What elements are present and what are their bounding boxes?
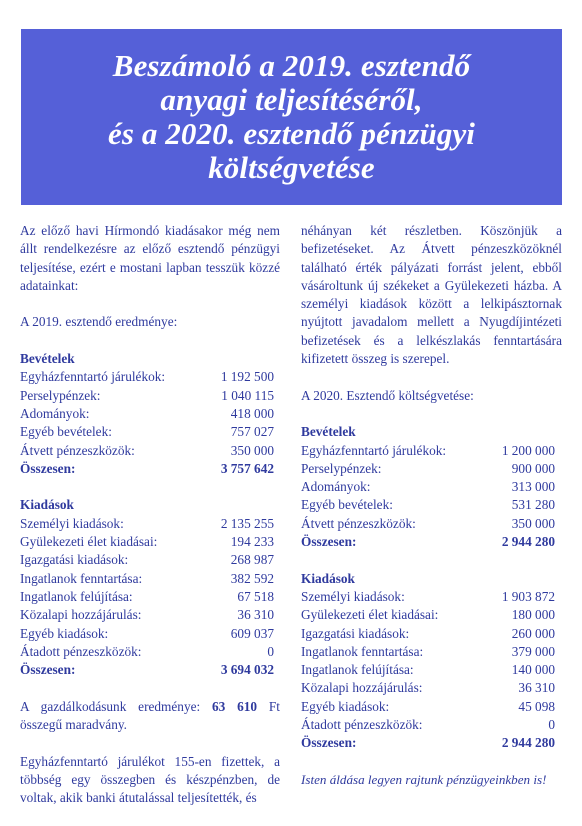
row-label: Egyéb bevételek: — [301, 497, 393, 513]
row-label: Perselypénzek: — [20, 387, 101, 403]
row-value: 180 000 — [511, 607, 555, 623]
total-value: 3 694 032 — [220, 662, 274, 678]
summary-text: Ft összegű maradvány. — [20, 698, 280, 733]
table-row — [20, 551, 280, 569]
blessing-text: Isten áldása legyen rajtunk pénzügyeinkben is! — [301, 771, 547, 787]
row-label: Ingatlanok fenntartása: — [301, 643, 424, 659]
total-label: Összesen: — [20, 662, 76, 678]
row-value: 379 000 — [511, 643, 555, 659]
row-label: Egyéb kiadások: — [20, 625, 109, 641]
income-table — [301, 442, 562, 533]
row-value: 1 192 500 — [220, 369, 274, 385]
expense-heading: Kiadások — [20, 497, 74, 513]
row-value: 0 — [548, 717, 555, 733]
row-value: 45 098 — [518, 698, 555, 714]
row-value: 194 233 — [230, 534, 274, 550]
expense-total-row — [301, 734, 562, 752]
row-value: 1 040 115 — [221, 387, 274, 403]
income-heading: Bevételek — [301, 424, 356, 440]
table-row — [301, 643, 562, 661]
table-row — [301, 625, 562, 643]
table-row — [20, 606, 280, 624]
row-value: 531 280 — [511, 497, 555, 513]
row-label: Átvett pénzeszközök: — [20, 442, 135, 458]
row-value: 67 518 — [237, 588, 274, 604]
row-value: 350 000 — [230, 442, 274, 458]
income-total-row — [20, 460, 280, 478]
row-label: Átadott pénzeszközök: — [20, 643, 142, 659]
row-label: Személyi kiadások: — [20, 515, 124, 531]
result-heading: A 2019. esztendő eredménye: — [20, 314, 178, 330]
table-row — [301, 679, 562, 697]
row-label: Egyéb kiadások: — [301, 698, 390, 714]
table-row — [20, 643, 280, 661]
table-row — [301, 496, 562, 514]
table-row — [301, 478, 562, 496]
row-label: Ingatlanok felújítása: — [20, 588, 133, 604]
row-label: Átvett pénzeszközök: — [301, 515, 416, 531]
row-value: 140 000 — [511, 662, 555, 678]
table-row — [301, 606, 562, 624]
row-value: 2 135 255 — [220, 515, 274, 531]
income-total-row — [301, 533, 562, 551]
page-title — [108, 49, 475, 185]
table-row — [20, 387, 280, 405]
table-row — [20, 533, 280, 551]
row-value: 418 000 — [230, 405, 274, 421]
table-row — [301, 716, 562, 734]
income-heading: Bevételek — [20, 351, 75, 367]
row-label: Egyéb bevételek: — [20, 424, 112, 440]
row-label: Ingatlanok fenntartása: — [20, 570, 143, 586]
row-label: Igazgatási kiadások: — [20, 552, 129, 568]
row-value: 268 987 — [230, 552, 274, 568]
total-value: 3 757 642 — [220, 460, 274, 476]
table-row — [20, 368, 280, 386]
table-row — [20, 405, 280, 423]
row-label: Személyi kiadások: — [301, 588, 405, 604]
row-label: Gyülekezeti élet kiadásai: — [20, 534, 158, 550]
budget-heading: A 2020. Esztendő költségvetése: — [301, 387, 474, 403]
row-value: 900 000 — [511, 460, 555, 476]
table-row — [301, 442, 562, 460]
row-label: Igazgatási kiadások: — [301, 625, 410, 641]
total-label: Összesen: — [20, 460, 76, 476]
table-row — [20, 515, 280, 533]
row-value: 609 037 — [230, 625, 274, 641]
title-line: és a 2020. esztendő pénzügyi — [107, 116, 476, 151]
row-value: 1 903 872 — [501, 588, 555, 604]
row-label: Perselypénzek: — [301, 460, 382, 476]
row-label: Közalapi hozzájárulás: — [301, 680, 423, 696]
table-row — [20, 625, 280, 643]
row-value: 350 000 — [511, 515, 555, 531]
contrib-paragraph: Egyházfenntartó járulékot 155-en fizettek, a többség egy összegben és készpénzben, de voltak, akik banki átutalással teljesítették, és — [20, 753, 280, 806]
table-row — [301, 588, 562, 606]
total-label: Összesen: — [301, 735, 357, 751]
row-value: 36 310 — [237, 607, 274, 623]
row-value: 36 310 — [518, 680, 555, 696]
right-column — [301, 222, 562, 789]
row-label: Egyházfenntartó járulékok: — [301, 442, 447, 458]
summary-value: 63 610 — [212, 698, 258, 714]
continuation-paragraph: néhányan két részletben. Köszönjük a befizetéseket. Az Átvett pénzeszközöknél található érték pályázati forrást jelent, ebből vásároltunk új székeket a Gyülekezeti házba. A személyi kiadások között a lelkipásztornak nyújtott javadalom mellett a Nyugdíjintézeti befizetések és a lelkészlakás fenntartására kifizetett összeg is szerepel. — [301, 223, 562, 367]
row-value: 313 000 — [511, 479, 555, 495]
row-value: 757 027 — [230, 424, 274, 440]
total-value: 2 944 280 — [501, 735, 555, 751]
expense-heading: Kiadások — [301, 570, 355, 586]
summary-paragraph — [20, 698, 280, 735]
row-label: Ingatlanok felújítása: — [301, 662, 414, 678]
row-value: 260 000 — [511, 625, 555, 641]
table-row — [20, 423, 280, 441]
row-label: Átadott pénzeszközök: — [301, 717, 423, 733]
row-label: Közalapi hozzájárulás: — [20, 607, 142, 623]
table-row — [301, 698, 562, 716]
title-line: költségvetése — [208, 150, 375, 185]
total-value: 2 944 280 — [501, 534, 555, 550]
table-row — [301, 515, 562, 533]
left-column — [20, 222, 280, 808]
table-row — [20, 442, 280, 460]
row-value: 1 200 000 — [501, 442, 555, 458]
title-banner — [21, 29, 562, 205]
row-value: 382 592 — [230, 570, 274, 586]
income-table — [20, 368, 280, 459]
table-row — [301, 661, 562, 679]
row-label: Adományok: — [20, 405, 90, 421]
title-line: anyagi teljesítéséről, — [160, 82, 423, 117]
table-row — [20, 588, 280, 606]
expense-table — [20, 515, 280, 661]
row-label: Egyházfenntartó járulékok: — [20, 369, 166, 385]
row-value: 0 — [267, 643, 274, 659]
summary-text: A gazdálkodásunk eredménye: — [20, 698, 213, 714]
total-label: Összesen: — [301, 534, 357, 550]
table-row — [301, 460, 562, 478]
row-label: Adományok: — [301, 479, 371, 495]
title-line: Beszámoló a 2019. esztendő — [112, 48, 471, 83]
expense-table — [301, 588, 562, 734]
table-row — [20, 570, 280, 588]
row-label: Gyülekezeti élet kiadásai: — [301, 607, 439, 623]
intro-paragraph: Az előző havi Hírmondó kiadásakor még nem állt rendelkezésre az előző esztendő pénzügyi teljesítése, ezért e mostani lapban tesszük közzé adatainkat: — [20, 223, 280, 293]
expense-total-row — [20, 661, 280, 679]
